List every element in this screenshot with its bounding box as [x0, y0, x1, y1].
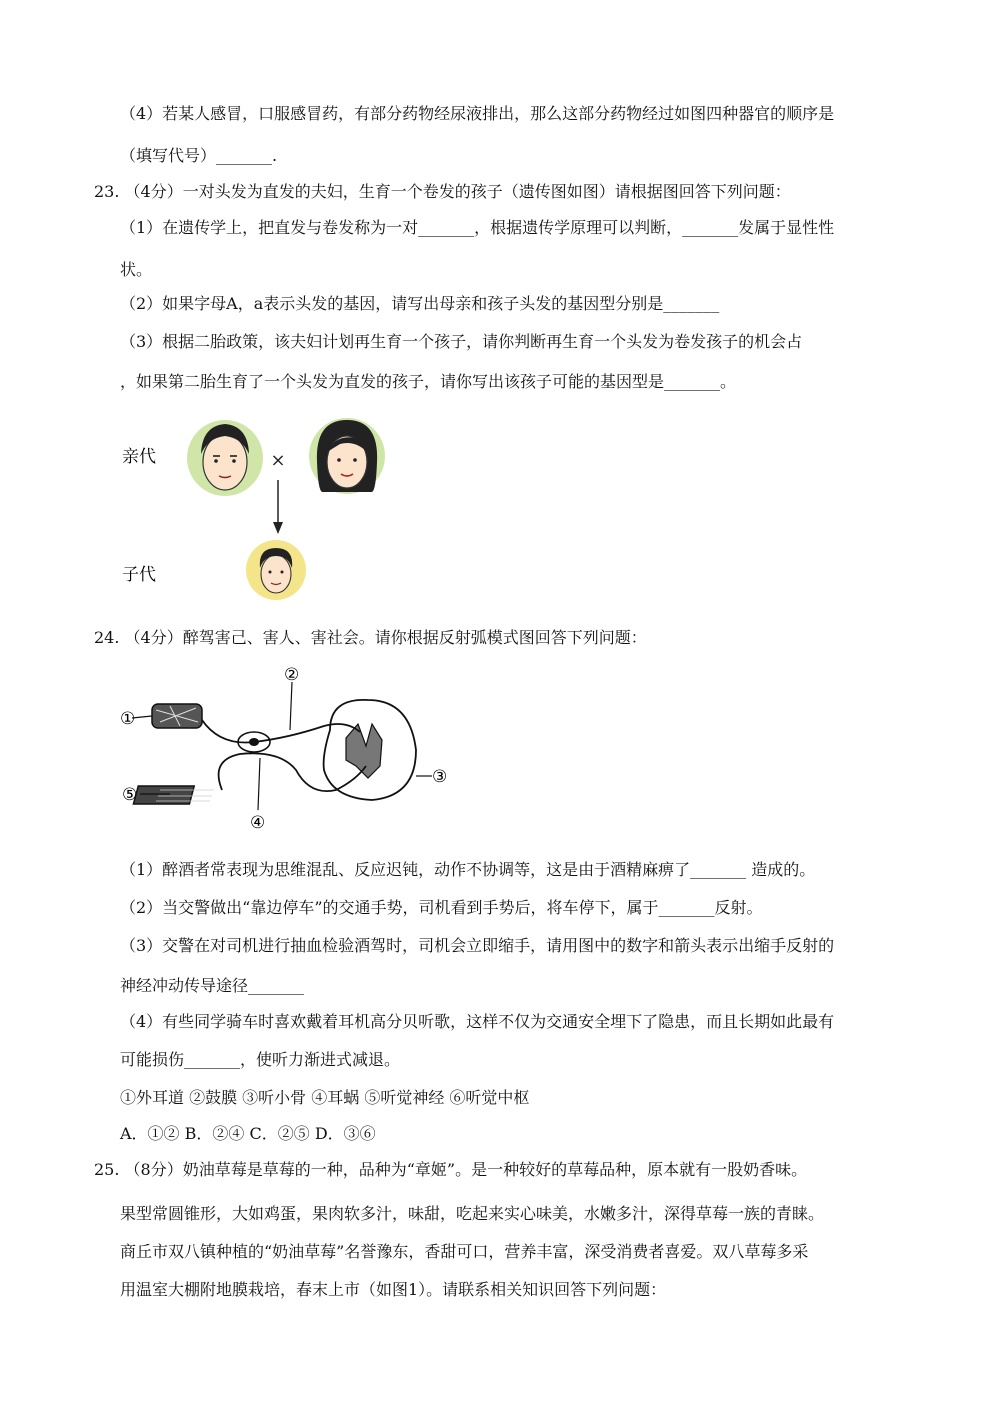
q25-line2: 果型常圆锥形，大如鸡蛋，果肉软多汁，味甜，吃起来实心味美，水嫩多汁，深得草莓一族的青睐。 [120, 1204, 825, 1223]
label-5: ⑤ [122, 785, 138, 805]
q23-part3-line2: ，如果第二胎生育了一个头发为直发的孩子，请你写出该孩子可能的基因型是_______。 [120, 372, 737, 391]
label-1: ① [120, 709, 136, 729]
q25-line3: 商丘市双八镇种植的“奶油草莓”名誉豫东，香甜可口，营养丰富，深受消费者喜爱。双八草莓多采 [120, 1242, 809, 1261]
child-face-icon [246, 540, 306, 600]
father-face-icon [187, 420, 263, 496]
offspring-generation-label: 子代 [122, 565, 156, 585]
q24-part1: （1）醉酒者常表现为思维混乱、反应迟钝，动作不协调等，这是由于酒精麻痹了_______ 造成的。 [120, 860, 816, 879]
heredity-figure [110, 410, 410, 610]
label-2: ② [284, 665, 300, 685]
q24-choices: A．①② B．②④ C．②⑤ D．③⑥ [120, 1124, 376, 1143]
reflex-arc-diagram [110, 660, 460, 840]
q24-stem: 24. （4分）醉驾害己、害人、害社会。请你根据反射弧模式图回答下列问题： [94, 628, 647, 647]
q22-part4-line1: （4）若某人感冒，口服感冒药，有部分药物经尿液排出，那么这部分药物经过如图四种器官的顺序是 [120, 104, 835, 123]
q23-stem: 23. （4分）一对头发为直发的夫妇，生育一个卷发的孩子（遗传图如图）请根据图回答下列问题： [94, 182, 791, 201]
cross-symbol: × [270, 450, 286, 471]
q24-part4-line1: （4）有些同学骑车时喜欢戴着耳机高分贝听歌，这样不仅为交通安全埋下了隐患，而且长期如此最有 [120, 1012, 835, 1031]
mother-face-icon [309, 418, 385, 494]
q23-part1-line1: （1）在遗传学上，把直发与卷发称为一对_______，根据遗传学原理可以判断，_______发属于显性性 [120, 218, 835, 237]
parent-generation-label: 亲代 [122, 447, 156, 467]
reflex-arc-figure [110, 660, 460, 840]
q24-part4-line2: 可能损伤_______，使听力渐进式减退。 [120, 1050, 401, 1069]
heredity-diagram [110, 410, 410, 610]
q23-part3-line1: （3）根据二胎政策，该夫妇计划再生育一个孩子，请你判断再生育一个头发为卷发孩子的机会占 [120, 332, 803, 351]
q23-part1-line2: 状。 [120, 260, 153, 279]
arrow-head-icon [273, 522, 283, 534]
q24-part3-line1: （3）交警在对司机进行抽血检验酒驾时，司机会立即缩手，请用图中的数字和箭头表示出缩手反射的 [120, 936, 835, 955]
q23-part2: （2）如果字母A，a表示头发的基因，请写出母亲和孩子头发的基因型分别是_______ [120, 294, 720, 313]
q25-line1: 25. （8分）奶油草莓是草莓的一种，品种为“章姬”。是一种较好的草莓品种，原本就有一股奶香味。 [94, 1160, 808, 1179]
q25-line4: 用温室大棚附地膜栽培，春末上市（如图1）。请联系相关知识回答下列问题： [120, 1280, 667, 1299]
q22-part4-line2: （填写代号）_______. [120, 146, 278, 165]
label-3: ③ [432, 767, 448, 787]
q24-part2: （2）当交警做出“靠边停车”的交通手势，司机看到手势后，将车停下，属于_______反射。 [120, 898, 763, 917]
q24-items: ①外耳道 ②鼓膜 ③听小骨 ④耳蜗 ⑤听觉神经 ⑥听觉中枢 [120, 1088, 530, 1107]
q24-part3-line2: 神经冲动传导途径_______ [120, 976, 305, 995]
label-4: ④ [250, 813, 266, 833]
